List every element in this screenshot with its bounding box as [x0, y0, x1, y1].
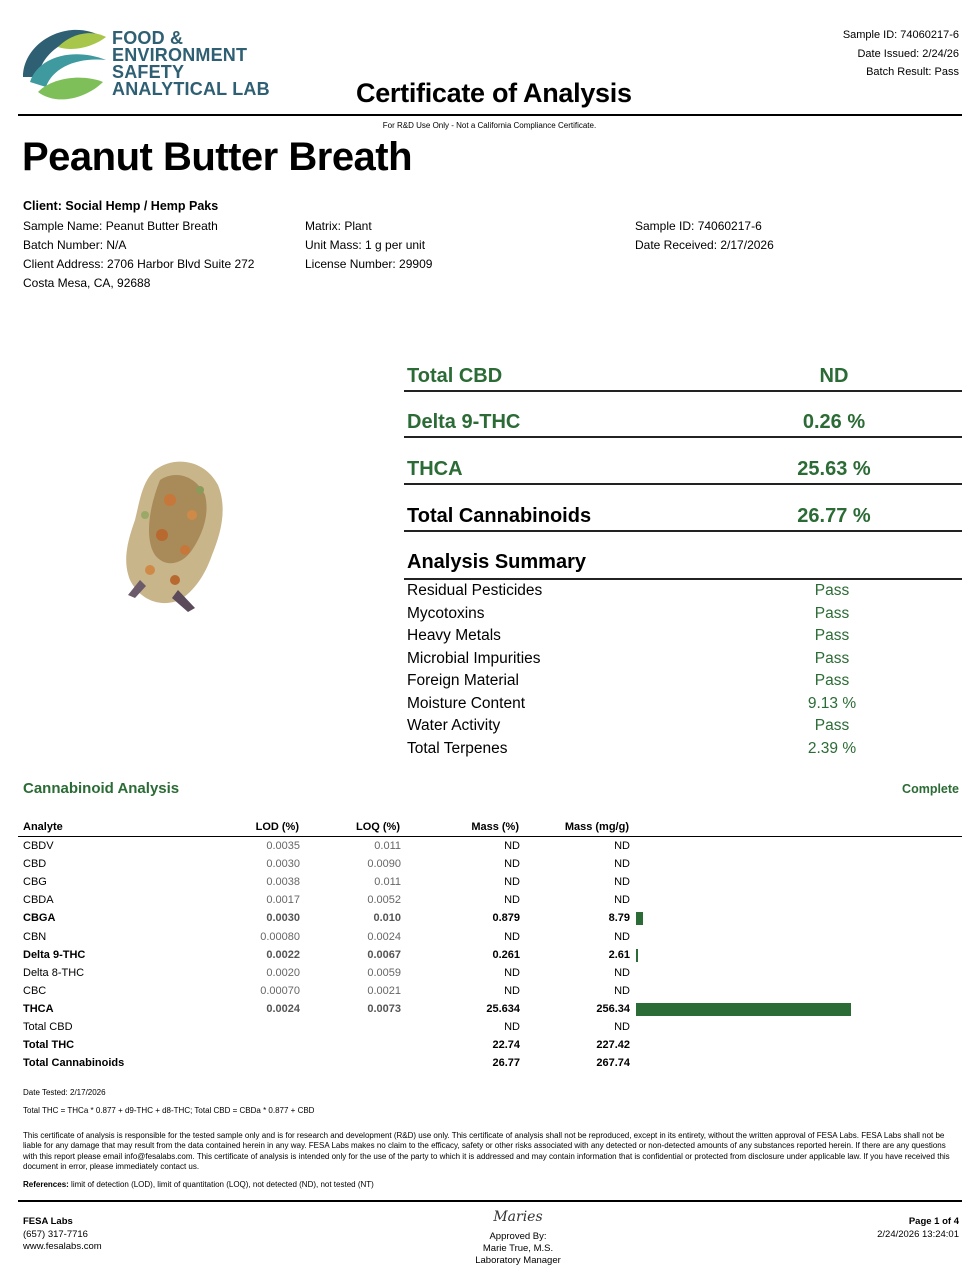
potency-row [404, 364, 962, 392]
table-row [23, 1019, 963, 1037]
analyte-cell: Total THC [23, 1039, 75, 1052]
document-title: Certificate of Analysis [356, 78, 632, 108]
license-number: License Number: 29909 [305, 257, 433, 271]
analyte-cell: Total Cannabinoids [23, 1057, 125, 1070]
header-batch-result: Batch Result: Pass [866, 66, 959, 78]
lod-cell: 0.0038 [266, 876, 300, 889]
mass-mg-cell: ND [614, 966, 630, 979]
summary-label: Residual Pesticides [407, 582, 543, 599]
header-mass-mg: Mass (mg/g) [564, 821, 629, 833]
analyte-cell: CBG [23, 876, 47, 889]
table-row [23, 965, 963, 983]
table-row [23, 1055, 963, 1073]
footer-approval [418, 1211, 618, 1267]
mass-mg-cell: ND [614, 840, 630, 852]
summary-label: Heavy Metals [407, 627, 501, 644]
table-row [23, 1001, 963, 1019]
rnd-notice: For R&D Use Only - Not a California Compliance Certificate. [382, 121, 597, 130]
mass-pct-cell: ND [504, 876, 520, 889]
summary-title: Analysis Summary [407, 551, 586, 573]
potency-label: THCA [407, 458, 463, 480]
footer-lab [23, 1216, 102, 1254]
summary-row [407, 717, 947, 739]
table-row [23, 856, 963, 874]
signature: Maries [493, 1209, 543, 1225]
header-date-issued: Date Issued: 2/24/26 [857, 47, 959, 60]
loq-cell: 0.0059 [367, 966, 401, 979]
summary-row [407, 740, 947, 762]
footer-divider [18, 1200, 962, 1202]
mass-mg-cell: ND [614, 984, 630, 997]
summary-divider [404, 578, 962, 580]
analyte-cell: CBDV [23, 840, 54, 852]
sample-name: Sample Name: Peanut Butter Breath [23, 219, 218, 233]
lab-name: FESA Labs [23, 1216, 73, 1227]
potency-value: ND [819, 365, 849, 387]
unit-mass: Unit Mass: 1 g per unit [305, 238, 426, 252]
loq-cell: 0.011 [374, 840, 401, 852]
summary-row [407, 695, 947, 717]
analyte-cell: Delta 9-THC [23, 948, 86, 961]
header-loq: LOQ (%) [356, 821, 400, 833]
analyte-cell: THCA [23, 1002, 54, 1015]
analyte-cell: Delta 8-THC [23, 966, 85, 979]
sample-id: Sample ID: 74060217-6 [635, 219, 762, 233]
mass-pct-cell: ND [504, 966, 520, 979]
info-column-1 [23, 217, 254, 293]
total-formula: Total THC = THCa * 0.877 + d9-THC + d8-THC; Total CBD = CBDa * 0.877 + CBD [23, 1106, 315, 1115]
summary-label: Moisture Content [407, 695, 526, 712]
mass-pct-cell: ND [504, 1021, 520, 1033]
summary-value: Pass [814, 627, 850, 644]
summary-label: Water Activity [407, 717, 501, 734]
mass-mg-cell: ND [614, 930, 630, 943]
table-row [23, 910, 963, 928]
header-divider [18, 114, 962, 116]
disclaimer: This certificate of analysis is responsible for the tested sample only and is for research and development (R&D) use only. This certificate of analysis shall not be reproduced, except in its entirety, without the written approval of FESA Labs. FESA Labs shall not be liable for any damage that may result from the data contained herein in any way. FESA Labs makes no claim to the efficacy, safety or other risks associated with any detected or non-detected amounts of any substances reported herein. If there are any questions with this report please email info@fesalabs.com. This certificate of analysis is intended only for the use of the party to which it is addressed and may contain information that is confidential or protected from disclosure under applicable law. If you have received this document in error, please immediately contact us. [23, 1131, 950, 1171]
summary-row [407, 650, 947, 672]
page-number: Page 1 of 4 [908, 1216, 959, 1227]
batch-number: Batch Number: N/A [23, 238, 127, 252]
mass-mg-cell: ND [614, 876, 630, 889]
table-row [23, 1037, 963, 1055]
mass-pct-cell: ND [504, 930, 520, 943]
mass-pct-cell: 0.261 [492, 948, 520, 961]
lod-cell: 0.00080 [260, 930, 300, 943]
footer-page-info [877, 1216, 959, 1241]
header-analyte: Analyte [23, 821, 63, 833]
mass-mg-cell: ND [614, 858, 630, 871]
potency-label: Total Cannabinoids [407, 505, 592, 527]
summary-label: Total Terpenes [407, 740, 508, 757]
analyte-cell: CBN [23, 930, 47, 943]
loq-cell: 0.0073 [367, 1002, 401, 1015]
approver-name: Marie True, M.S. [482, 1243, 554, 1254]
analyte-cell: CBC [23, 984, 47, 997]
table-header-divider [18, 836, 962, 837]
mass-pct-cell: 25.634 [486, 1002, 520, 1015]
header-mass-pct: Mass (%) [471, 821, 519, 833]
summary-row [407, 672, 947, 694]
cannabinoid-title: Cannabinoid Analysis [23, 780, 180, 797]
logo-line: ANALYTICAL LAB [112, 79, 270, 99]
loq-cell: 0.0052 [367, 894, 401, 907]
lab-phone: (657) 317-7716 [23, 1228, 88, 1240]
summary-value: Pass [814, 605, 850, 622]
table-row [23, 838, 963, 856]
header-meta [843, 26, 959, 82]
references-text: limit of detection (LOD), limit of quantitation (LOQ), not detected (ND), not tested (NT) [68, 1180, 374, 1189]
cannabinoid-status: Complete [902, 782, 959, 796]
loq-cell: 0.0021 [367, 984, 401, 997]
table-row [23, 947, 963, 965]
approver-title: Laboratory Manager [475, 1255, 561, 1266]
loq-cell: 0.0024 [367, 930, 401, 943]
potency-value: 26.77 % [797, 505, 871, 527]
potency-label: Delta 9-THC [407, 411, 521, 433]
summary-value: Pass [814, 672, 850, 689]
matrix: Matrix: Plant [305, 219, 372, 233]
lod-cell: 0.0017 [266, 894, 300, 907]
potency-row [404, 410, 962, 438]
summary-row [407, 582, 947, 604]
mass-pct-cell: 26.77 [492, 1057, 520, 1070]
summary-row [407, 627, 947, 649]
header-sample-id: Sample ID: 74060217-6 [842, 29, 959, 41]
client-name: Client: Social Hemp / Hemp Paks [23, 199, 219, 213]
mass-bar [636, 1003, 851, 1016]
footer-timestamp: 2/24/2026 13:24:01 [877, 1228, 959, 1240]
lod-cell: 0.0030 [266, 858, 300, 871]
mass-mg-cell: 256.34 [596, 1002, 630, 1015]
potency-row [404, 504, 962, 532]
lod-cell: 0.00070 [260, 984, 300, 997]
potency-row [404, 457, 962, 485]
mass-bar [636, 949, 638, 962]
summary-value: 9.13 % [807, 695, 857, 712]
summary-label: Microbial Impurities [407, 650, 541, 667]
approved-by-label: Approved By: [489, 1231, 547, 1242]
analyte-cell: CBD [23, 858, 47, 871]
lod-cell: 0.0022 [266, 948, 300, 961]
lod-cell: 0.0024 [266, 1002, 300, 1015]
mass-pct-cell: ND [504, 858, 520, 871]
logo-line: SAFETY [112, 62, 185, 82]
lod-cell: 0.0020 [266, 966, 300, 979]
mass-pct-cell: ND [504, 984, 520, 997]
mass-pct-cell: ND [504, 840, 520, 852]
summary-label: Mycotoxins [407, 605, 485, 622]
mass-pct-cell: 0.879 [492, 912, 520, 925]
table-row [23, 892, 963, 910]
summary-label: Foreign Material [407, 672, 519, 689]
potency-value: 0.26 % [802, 411, 866, 433]
client-address: Client Address: 2706 Harbor Blvd Suite 272 [23, 257, 255, 271]
lod-cell: 0.0035 [266, 840, 300, 852]
loq-cell: 0.011 [374, 876, 401, 889]
mass-mg-cell: 227.42 [596, 1039, 630, 1052]
info-column-3 [635, 217, 774, 255]
loq-cell: 0.0090 [367, 858, 401, 871]
sample-photo [100, 440, 250, 630]
table-row [23, 983, 963, 1001]
mass-pct-cell: 22.74 [492, 1039, 520, 1052]
lab-website: www.fesalabs.com [23, 1241, 102, 1252]
table-row [23, 929, 963, 947]
client-city: Costa Mesa, CA, 92688 [23, 276, 151, 290]
mass-mg-cell: 267.74 [596, 1057, 630, 1070]
logo-line: ENVIRONMENT [112, 45, 248, 65]
info-column-2 [305, 217, 432, 274]
mass-bar [636, 912, 643, 925]
header-lod: LOD (%) [255, 821, 299, 833]
mass-mg-cell: 8.79 [608, 912, 630, 925]
mass-pct-cell: ND [504, 894, 520, 907]
analyte-cell: CBDA [23, 894, 54, 907]
summary-value: Pass [814, 582, 850, 599]
references [23, 1180, 374, 1189]
date-received: Date Received: 2/17/2026 [635, 238, 774, 252]
summary-row [407, 605, 947, 627]
summary-value: Pass [814, 717, 850, 734]
analyte-cell: Total CBD [23, 1021, 73, 1033]
references-label: References: [23, 1180, 69, 1189]
logo-wordmark [112, 30, 270, 98]
potency-value: 25.63 % [797, 458, 871, 480]
loq-cell: 0.010 [373, 912, 401, 925]
table-row [23, 874, 963, 892]
mass-mg-cell: ND [614, 1021, 630, 1033]
lod-cell: 0.0030 [266, 912, 300, 925]
summary-value: Pass [814, 650, 850, 667]
mass-mg-cell: 2.61 [608, 948, 630, 961]
mass-mg-cell: ND [614, 894, 630, 907]
logo-line: FOOD & [112, 28, 184, 48]
analyte-cell: CBGA [23, 912, 56, 925]
product-name: Peanut Butter Breath [22, 135, 413, 179]
loq-cell: 0.0067 [367, 948, 401, 961]
potency-label: Total CBD [407, 365, 503, 387]
date-tested: Date Tested: 2/17/2026 [23, 1088, 106, 1097]
summary-value: 2.39 % [807, 740, 857, 757]
